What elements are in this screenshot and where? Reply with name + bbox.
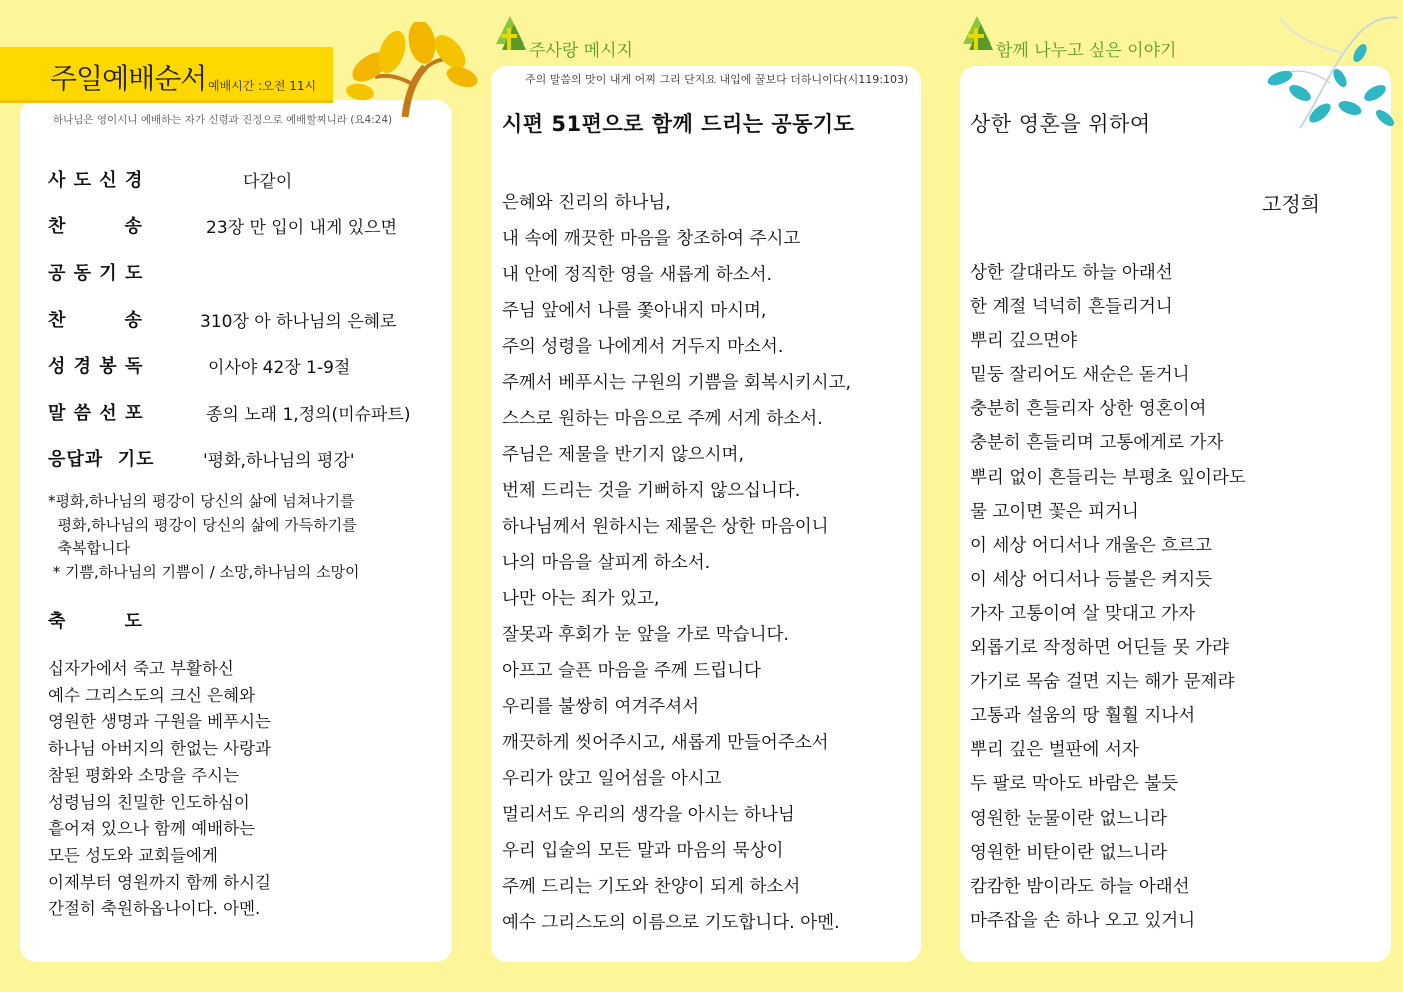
cross-icon — [959, 14, 995, 54]
text-line: 나의 마음을 살피게 하소서. — [502, 553, 711, 573]
header-verse: 하나님은 영이시니 예배하는 자가 신령과 진정으로 예배할찌니라 (요4:24) — [53, 114, 393, 126]
text-line: 물 고이면 꽃은 피거니 — [970, 501, 1139, 522]
text-line: 상한 갈대라도 하늘 아래선 — [970, 263, 1173, 283]
prayer-title: 시편 51편으로 함께 드리는 공동기도 — [502, 112, 855, 136]
service-time: 예배시간 :오전 11시 — [208, 79, 317, 93]
text-line: 잘못과 후회가 눈 앞을 가로 막습니다. — [502, 625, 789, 645]
text-line: 번제 드리는 것을 기뻐하지 않으십니다. — [502, 481, 801, 501]
text-line: 밑둥 잘리어도 새순은 돋거니 — [970, 365, 1190, 386]
order-value: 이사야 42장 1-9절 — [208, 358, 351, 378]
text-line: 참된 평화와 소망을 주시는 — [48, 765, 240, 785]
response-note: 축복합니다 — [48, 539, 130, 557]
order-label: 사 도 신 경 — [48, 170, 144, 191]
response-note: 평화,하나님의 평강이 당신의 삶에 가득하기를 — [48, 516, 357, 534]
order-label: 성 경 봉 독 — [48, 356, 144, 377]
order-label: 말 씀 선 포 — [48, 403, 144, 424]
text-line: 외롭기로 작정하면 어딘들 못 가랴 — [970, 638, 1229, 659]
text-line: 한 계절 넉넉히 흔들리거니 — [970, 297, 1173, 318]
text-line: 가기로 목숨 걸면 지는 해가 문제랴 — [970, 672, 1235, 693]
text-line: 우리가 앉고 일어섬을 아시고 — [502, 769, 722, 789]
order-value: 23장 만 입이 내게 있으면 — [206, 218, 398, 238]
page-title: 주일예배순서 — [50, 62, 207, 95]
text-line: 십자가에서 죽고 부활하신 — [48, 659, 234, 678]
order-label: 공 동 기 도 — [48, 263, 144, 284]
text-line: 하나님께서 원하시는 제물은 상한 마음이니 — [502, 517, 829, 537]
text-line: 주님 앞에서 나를 쫓아내지 마시며, — [502, 301, 767, 321]
section-subverse: 주의 말씀의 맛이 내게 어찌 그리 단지요 내입에 꿀보다 더하니이다(시119:103) — [525, 73, 909, 86]
prayer-text — [502, 185, 851, 941]
section-title-story: 함께 나누고 싶은 이야기 — [996, 41, 1177, 61]
benediction-text — [48, 656, 271, 923]
text-line: 마주잡을 손 하나 오고 있거니 — [970, 910, 1196, 931]
order-label: 응답과 기도 — [48, 449, 155, 470]
text-line: 모든 성도와 교회들에게 — [48, 845, 218, 865]
text-line: 주님은 제물을 반기지 않으시며, — [502, 445, 745, 465]
text-line: 깨끗하게 씻어주시고, 새롭게 만들어주소서 — [502, 733, 829, 753]
vine-leaves-icon — [1260, 8, 1403, 138]
section-title-message: 주사랑 메시지 — [529, 41, 633, 61]
cross-icon — [492, 14, 528, 54]
order-label: 축 도 — [48, 611, 143, 632]
text-line: 성령님의 친밀한 인도하심이 — [48, 792, 250, 812]
text-line: 예수 그리스도의 이름으로 기도합니다. 아멘. — [502, 913, 840, 933]
text-line: 캄캄한 밤이라도 하늘 아래선 — [970, 876, 1190, 897]
text-line: 주께 드리는 기도와 찬양이 되게 하소서 — [502, 877, 801, 897]
text-line: 뿌리 깊으면야 — [970, 331, 1077, 352]
title-bar — [0, 47, 333, 103]
text-line: 두 팔로 막아도 바람은 불듯 — [970, 774, 1179, 795]
text-line: 주께서 베푸시는 구원의 기쁨을 회복시키시고, — [502, 373, 852, 393]
text-line: 영원한 생명과 구원을 베푸시는 — [48, 712, 271, 732]
text-line: 멀리서도 우리의 생각을 아시는 하나님 — [502, 805, 795, 825]
text-line: 간절히 축원하옵나이다. 아멘. — [48, 899, 261, 919]
text-line: 내 속에 깨끗한 마음을 창조하여 주시고 — [502, 229, 801, 249]
text-line: 고통과 설움의 땅 훨훨 지나서 — [970, 706, 1196, 727]
text-line: 예수 그리스도의 크신 은혜와 — [48, 685, 256, 705]
text-line: 하나님 아버지의 한없는 사랑과 — [48, 739, 271, 759]
text-line: 영원한 비탄이란 없느니라 — [970, 842, 1168, 863]
order-label: 찬 송 — [48, 216, 143, 237]
poem-author: 고정희 — [1262, 192, 1320, 216]
text-line: 스스로 원하는 마음으로 주께 서게 하소서. — [502, 409, 823, 429]
text-line: 가자 고통이여 살 맞대고 가자 — [970, 603, 1196, 624]
order-value: 다같이 — [243, 172, 293, 192]
text-line: 내 안에 정직한 영을 새롭게 하소서. — [502, 265, 773, 285]
text-line: 우리 입술의 모든 말과 마음의 묵상이 — [502, 841, 784, 861]
text-line: 충분히 흔들리자 상한 영혼이여 — [970, 399, 1207, 420]
text-line: 이 세상 어디서나 등불은 켜지듯 — [970, 569, 1213, 590]
poem-title: 상한 영혼을 위하여 — [970, 112, 1151, 136]
poem-text — [970, 256, 1246, 938]
text-line: 이제부터 영원까지 함께 하시길 — [48, 872, 271, 892]
text-line: 뿌리 없이 흔들리는 부평초 잎이라도 — [970, 467, 1246, 488]
text-line: 우리를 불쌍히 여겨주셔서 — [502, 697, 700, 717]
text-line: 나만 아는 죄가 있고, — [502, 589, 660, 609]
text-line: 아프고 슬픈 마음을 주께 드립니다 — [502, 661, 761, 681]
order-value: '평화,하나님의 평강' — [203, 451, 355, 471]
response-note: *평화,하나님의 평강이 당신의 삶에 넘쳐나기를 — [48, 492, 355, 510]
order-value: 310장 아 하나님의 은혜로 — [200, 312, 397, 332]
text-line: 주의 성령을 나에게서 거두지 마소서. — [502, 337, 784, 357]
text-line: 이 세상 어디서나 개울은 흐르고 — [970, 535, 1213, 556]
text-line: 뿌리 깊은 벌판에 서자 — [970, 740, 1139, 761]
response-note: * 기쁨,하나님의 기쁨이 / 소망,하나님의 소망이 — [48, 563, 360, 581]
order-value: 종의 노래 1,정의(미슈파트) — [206, 405, 411, 425]
tree-leaves-icon — [330, 22, 480, 122]
text-line: 충분히 흔들리며 고통에게로 가자 — [970, 433, 1224, 454]
text-line: 영원한 눈물이란 없느니라 — [970, 808, 1168, 829]
order-label: 찬 송 — [48, 310, 143, 331]
text-line: 흩어져 있으나 함께 예배하는 — [48, 819, 256, 839]
text-line: 은혜와 진리의 하나님, — [502, 193, 671, 213]
